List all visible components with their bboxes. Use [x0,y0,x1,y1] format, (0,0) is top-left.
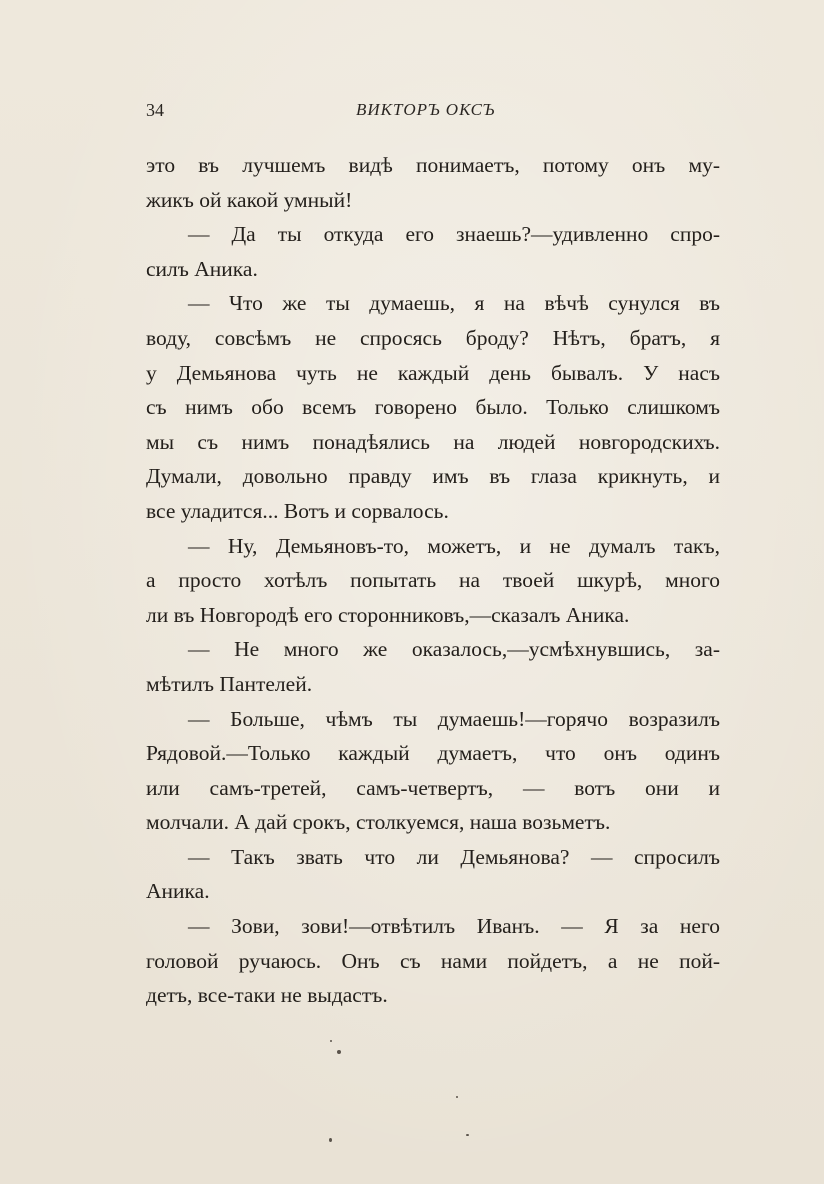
text-line: головой ручаюсь. Онъ съ нами пойдетъ, а не пой- [146,948,720,973]
paper-speck [329,1138,332,1142]
text-line: мѣтилъ Пантелей. [146,671,313,696]
text-line: ли въ Новгородѣ его сторонниковъ,—сказалъ Аника. [146,602,630,627]
text-line: Думали, довольно правду имъ въ глаза крикнуть, и [146,464,720,489]
text-line: Рядовой.—Только каждый думаетъ, что онъ одинъ [146,741,720,766]
paper-speck [456,1096,458,1098]
text-line: Аника. [146,879,210,904]
text-line: детъ, все-таки не выдастъ. [146,983,388,1008]
text-line: — Такъ звать что ли Демьянова? — спросилъ [188,844,720,869]
text-line: это въ лучшемъ видѣ понимаетъ, потому онъ му- [146,153,720,177]
text-line: — Ну, Демьяновъ-то, можетъ, и не думалъ такъ, [188,533,720,558]
text-line: — Не много же оказалось,—усмѣхнувшись, за- [188,637,720,662]
text-line: мы съ нимъ понадѣялись на людей новгородскихъ. [146,429,720,454]
text-line: а просто хотѣлъ попытать на твоей шкурѣ, много [146,568,720,593]
paper-speck [466,1134,469,1136]
text-line: — Зови, зови!—отвѣтилъ Иванъ. — Я за него [188,914,720,939]
page-number: 34 [146,100,164,120]
text-line: съ нимъ обо всемъ говорено было. Только слишкомъ [146,395,720,420]
text-line: — Да ты откуда его знаешь?—удивленно спро- [188,222,720,247]
running-head: ВИКТОРЪ ОКСЪ [356,100,496,119]
page-header [146,100,702,126]
body-text [146,148,720,1013]
text-line: воду, совсѣмъ не спросясь броду? Нѣтъ, братъ, я [146,325,720,350]
text-line: или самъ-третей, самъ-четвертъ, — вотъ они и [146,775,720,800]
text-line: молчали. А дай срокъ, столкуемся, наша возьметъ. [146,810,611,835]
text-line: у Демьянова чуть не каждый день бывалъ. У насъ [146,360,720,385]
text-line: — Больше, чѣмъ ты думаешь!—горячо возразилъ [188,706,720,731]
paper-speck [330,1040,332,1042]
paper-speck [337,1050,341,1054]
text-line: — Что же ты думаешь, я на вѣчѣ сунулся въ [188,291,720,316]
text-line: силъ Аника. [146,256,258,281]
text-line: жикъ ой какой умный! [146,187,353,212]
text-line: все уладится... Вотъ и сорвалось. [146,498,449,523]
